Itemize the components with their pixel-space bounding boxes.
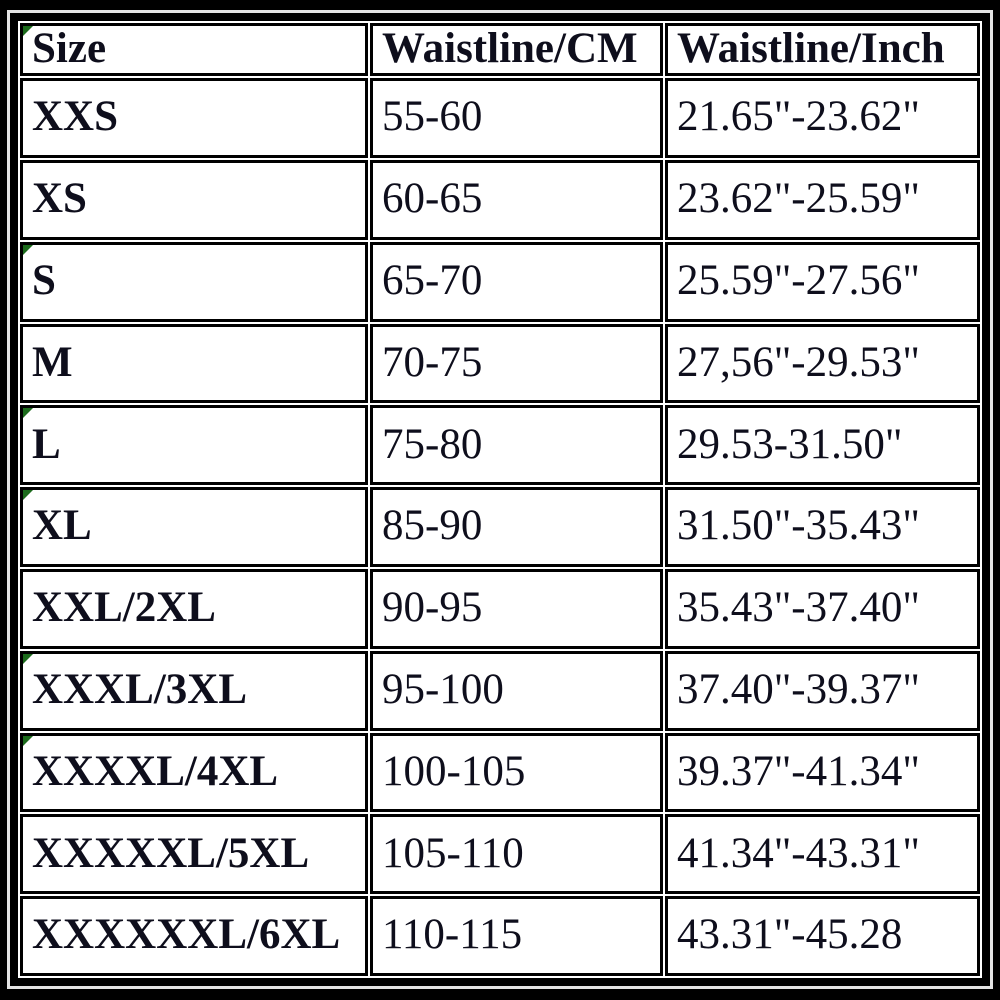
size-value: XXXL/3XL [32, 666, 248, 714]
size-value: XS [32, 175, 87, 223]
table-row [20, 733, 980, 813]
waistline-inch-cell: 39.37"-41.34" [665, 733, 980, 813]
size-cell [20, 242, 368, 322]
header-waistline-inch-label: Waistline/Inch [677, 25, 945, 72]
table-row [20, 896, 980, 976]
table-row [20, 242, 980, 322]
size-cell [20, 569, 368, 649]
size-value: M [32, 338, 73, 386]
waistline-inch-cell: 31.50"-35.43" [665, 487, 980, 567]
table-row [20, 405, 980, 485]
size-chart-table [10, 13, 990, 986]
size-cell [20, 651, 368, 731]
table-row [20, 569, 980, 649]
excel-error-indicator-icon [23, 490, 33, 500]
waistline-cm-cell: 65-70 [370, 242, 663, 322]
size-cell [20, 487, 368, 567]
excel-error-indicator-icon [23, 26, 33, 36]
size-value: XXS [32, 93, 119, 141]
size-value: S [32, 257, 56, 305]
excel-error-indicator-icon [23, 245, 33, 255]
waistline-cm-cell: 75-80 [370, 405, 663, 485]
waistline-inch-cell: 27,56"-29.53" [665, 324, 980, 404]
header-row [20, 23, 980, 76]
table-body [20, 78, 980, 976]
waistline-cm-cell: 55-60 [370, 78, 663, 158]
header-size-label: Size [32, 25, 107, 72]
size-cell [20, 324, 368, 404]
size-cell [20, 160, 368, 240]
table-row [20, 78, 980, 158]
table-row [20, 651, 980, 731]
table-row [20, 160, 980, 240]
excel-error-indicator-icon [23, 736, 33, 746]
size-value: XXL/2XL [32, 584, 216, 632]
size-value: XXXXL/4XL [32, 747, 279, 795]
waistline-cm-cell: 110-115 [370, 896, 663, 976]
table-row [20, 324, 980, 404]
waistline-cm-cell: 85-90 [370, 487, 663, 567]
size-value: XL [32, 502, 92, 550]
waistline-inch-cell: 25.59"-27.56" [665, 242, 980, 322]
waistline-cm-cell: 95-100 [370, 651, 663, 731]
waistline-cm-cell: 70-75 [370, 324, 663, 404]
waistline-inch-cell: 29.53-31.50" [665, 405, 980, 485]
table-row [20, 487, 980, 567]
size-value: L [32, 420, 61, 468]
size-cell [20, 814, 368, 894]
waistline-inch-cell: 21.65"-23.62" [665, 78, 980, 158]
waistline-inch-cell: 35.43"-37.40" [665, 569, 980, 649]
header-waistline-cm [370, 23, 663, 76]
waistline-cm-cell: 105-110 [370, 814, 663, 894]
size-cell [20, 405, 368, 485]
header-waistline-cm-label: Waistline/CM [382, 25, 638, 72]
waistline-cm-cell: 100-105 [370, 733, 663, 813]
size-cell [20, 733, 368, 813]
table-row [20, 814, 980, 894]
excel-error-indicator-icon [23, 654, 33, 664]
size-value: XXXXXXL/6XL [32, 911, 341, 959]
header-waistline-inch [665, 23, 980, 76]
size-cell [20, 896, 368, 976]
excel-error-indicator-icon [23, 408, 33, 418]
header-size [20, 23, 368, 76]
size-chart [18, 21, 982, 978]
waistline-cm-cell: 60-65 [370, 160, 663, 240]
waistline-cm-cell: 90-95 [370, 569, 663, 649]
size-cell [20, 78, 368, 158]
waistline-inch-cell: 37.40"-39.37" [665, 651, 980, 731]
waistline-inch-cell: 41.34"-43.31" [665, 814, 980, 894]
size-value: XXXXXL/5XL [32, 829, 310, 877]
waistline-inch-cell: 23.62"-25.59" [665, 160, 980, 240]
waistline-inch-cell: 43.31"-45.28 [665, 896, 980, 976]
